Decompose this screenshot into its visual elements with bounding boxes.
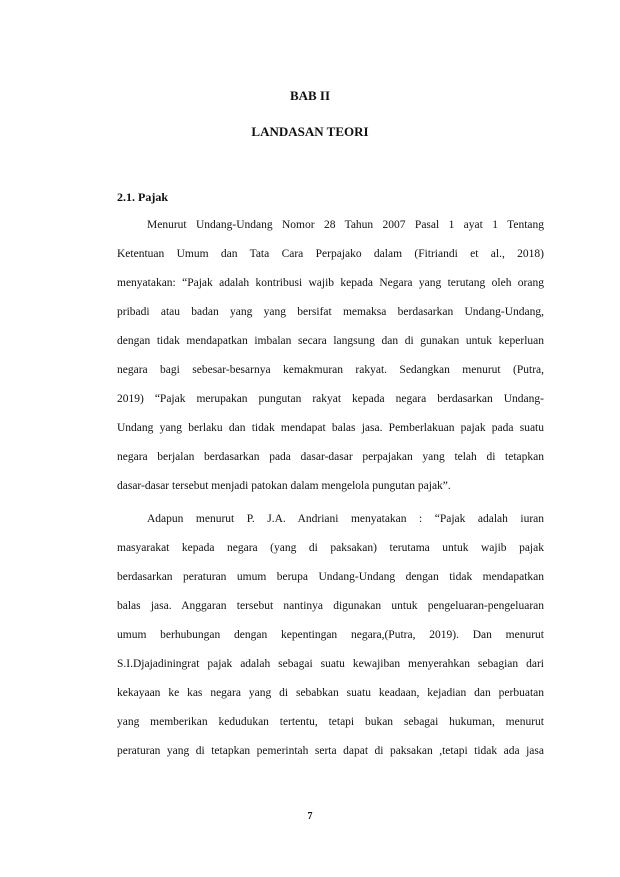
paragraph-line: pribadi atau badan yang yang bersifat memaksa berdasarkan Undang-Undang, [117, 306, 544, 318]
paragraph-line: masyarakat kepada negara (yang di paksakan) terutama untuk wajib pajak [117, 542, 544, 554]
paragraph-line: balas jasa. Anggaran tersebut nantinya digunakan untuk pengeluaran-pengeluaran [117, 600, 544, 612]
paragraph-line: Ketentuan Umum dan Tata Cara Perpajako dalam (Fitriandi et al., 2018) [117, 248, 544, 260]
paragraph-line: dasar-dasar tersebut menjadi patokan dalam mengelola pungutan pajak”. [117, 480, 451, 492]
paragraph-line: yang memberikan kedudukan tertentu, tetapi bukan sebagai hukuman, menurut [117, 716, 544, 728]
paragraph-line: berdasarkan peraturan umum berupa Undang-Undang dengan tidak mendapatkan [117, 571, 544, 583]
paragraph-line: Adapun menurut P. J.A. Andriani menyatakan : “Pajak adalah iuran [147, 513, 544, 525]
paragraph-line: S.I.Djajadiningrat pajak adalah sebagai suatu kewajiban menyerahkan sebagian dari [117, 658, 544, 670]
paragraph-line: kekayaan ke kas negara yang di sebabkan suatu keadaan, kejadian dan perbuatan [117, 687, 544, 699]
paragraph-line: Menurut Undang-Undang Nomor 28 Tahun 2007 Pasal 1 ayat 1 Tentang [147, 219, 544, 231]
paragraph-line: umum berhubungan dengan kepentingan negara,(Putra, 2019). Dan menurut [117, 629, 544, 641]
paragraph-line: negara berjalan berdasarkan pada dasar-dasar perpajakan yang telah di tetapkan [117, 451, 544, 463]
paragraph-line: 2019) “Pajak merupakan pungutan rakyat kepada negara berdasarkan Undang- [117, 393, 544, 405]
paragraph-line: negara bagi sebesar-besarnya kemakmuran rakyat. Sedangkan menurut (Putra, [117, 364, 544, 376]
chapter-title: LANDASAN TEORI [251, 124, 369, 139]
chapter-number: BAB II [289, 88, 331, 103]
paragraph-line: Undang yang berlaku dan tidak mendapat balas jasa. Pemberlakuan pajak pada suatu [117, 422, 544, 434]
paragraph-line: menyatakan: “Pajak adalah kontribusi wajib kepada Negara yang terutang oleh orang [117, 277, 544, 289]
page-number: 7 [307, 811, 313, 822]
paragraph-line: dengan tidak mendapatkan imbalan secara langsung dan di gunakan untuk keperluan [117, 335, 544, 347]
section-heading: 2.1. Pajak [117, 190, 168, 204]
paragraph-line: peraturan yang di tetapkan pemerintah serta dapat di paksakan ,tetapi tidak ada jasa [117, 745, 544, 757]
